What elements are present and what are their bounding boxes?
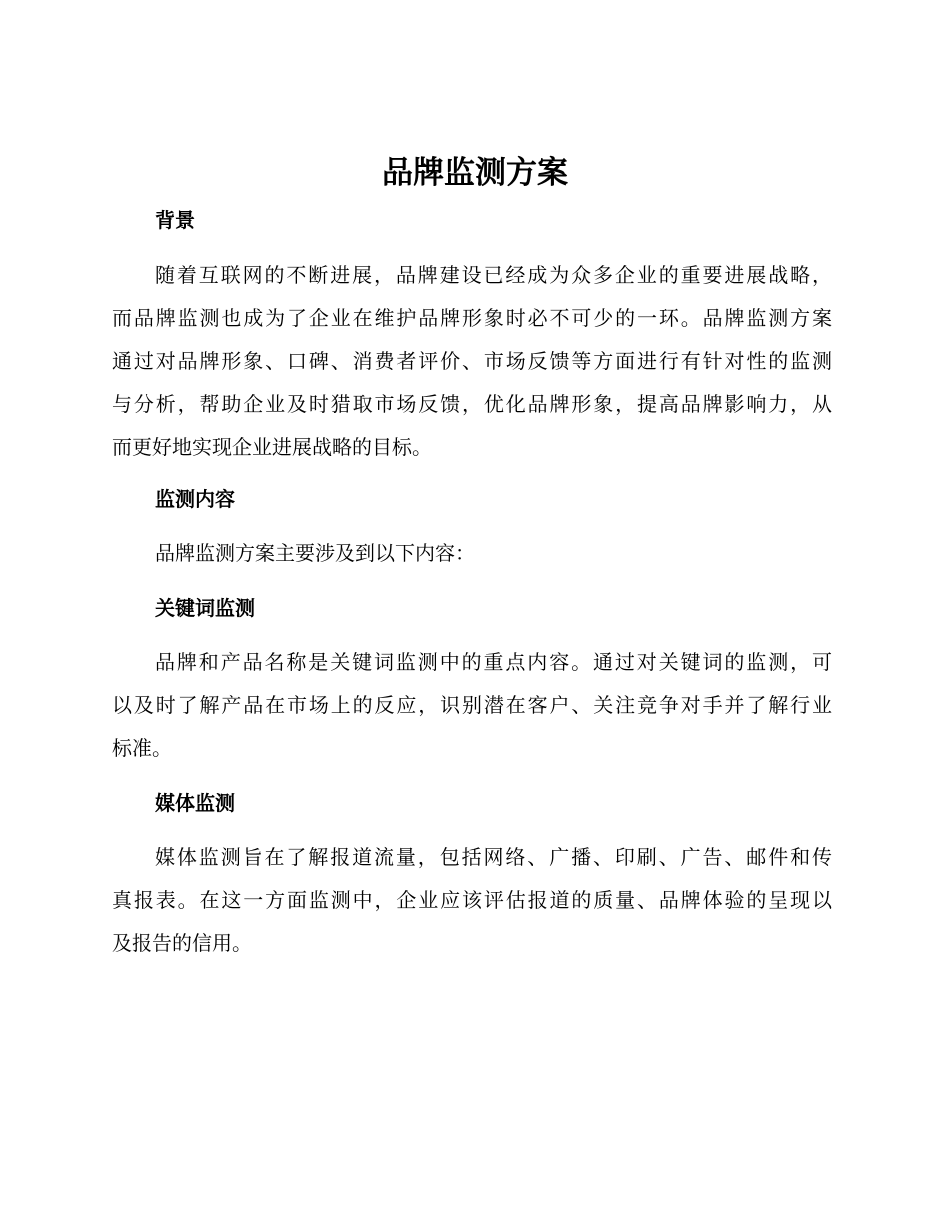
section-heading-background: 背景 bbox=[155, 208, 195, 232]
paragraph-line: 随着互联网的不断进展，品牌建设已经成为众多企业的重要进展战略， bbox=[155, 263, 832, 287]
section-heading-media-monitoring: 媒体监测 bbox=[155, 791, 235, 815]
section-heading-monitoring-content: 监测内容 bbox=[155, 487, 235, 511]
paragraph-line: 品牌监测方案主要涉及到以下内容： bbox=[155, 541, 475, 565]
section-paragraph-background bbox=[112, 254, 832, 469]
paragraph-line: 以及时了解产品在市场上的反应，识别潜在客户、关注竞争对手并了解行业 bbox=[112, 693, 832, 717]
paragraph-line: 标准。 bbox=[112, 736, 172, 760]
paragraph-line: 而品牌监测也成为了企业在维护品牌形象时必不可少的一环。品牌监测方案 bbox=[112, 306, 832, 330]
section-paragraph-keyword-monitoring bbox=[112, 641, 832, 770]
paragraph-line: 真报表。在这一方面监测中，企业应该评估报道的质量、品牌体验的呈现以 bbox=[112, 888, 832, 912]
paragraph-line: 而更好地实现企业进展战略的目标。 bbox=[112, 435, 432, 459]
paragraph-line: 与分析，帮助企业及时猎取市场反馈，优化品牌形象，提高品牌影响力，从 bbox=[112, 392, 832, 416]
section-heading-keyword-monitoring: 关键词监测 bbox=[155, 596, 255, 620]
paragraph-line: 媒体监测旨在了解报道流量，包括网络、广播、印刷、广告、邮件和传 bbox=[155, 845, 832, 869]
document-title: 品牌监测方案 bbox=[382, 155, 568, 191]
paragraph-line: 通过对品牌形象、口碑、消费者评价、市场反馈等方面进行有针对性的监测 bbox=[112, 349, 832, 373]
paragraph-line: 品牌和产品名称是关键词监测中的重点内容。通过对关键词的监测，可 bbox=[155, 650, 832, 674]
section-paragraph-monitoring-content bbox=[112, 532, 832, 575]
paragraph-line: 及报告的信用。 bbox=[112, 931, 252, 955]
section-paragraph-media-monitoring bbox=[112, 836, 832, 965]
